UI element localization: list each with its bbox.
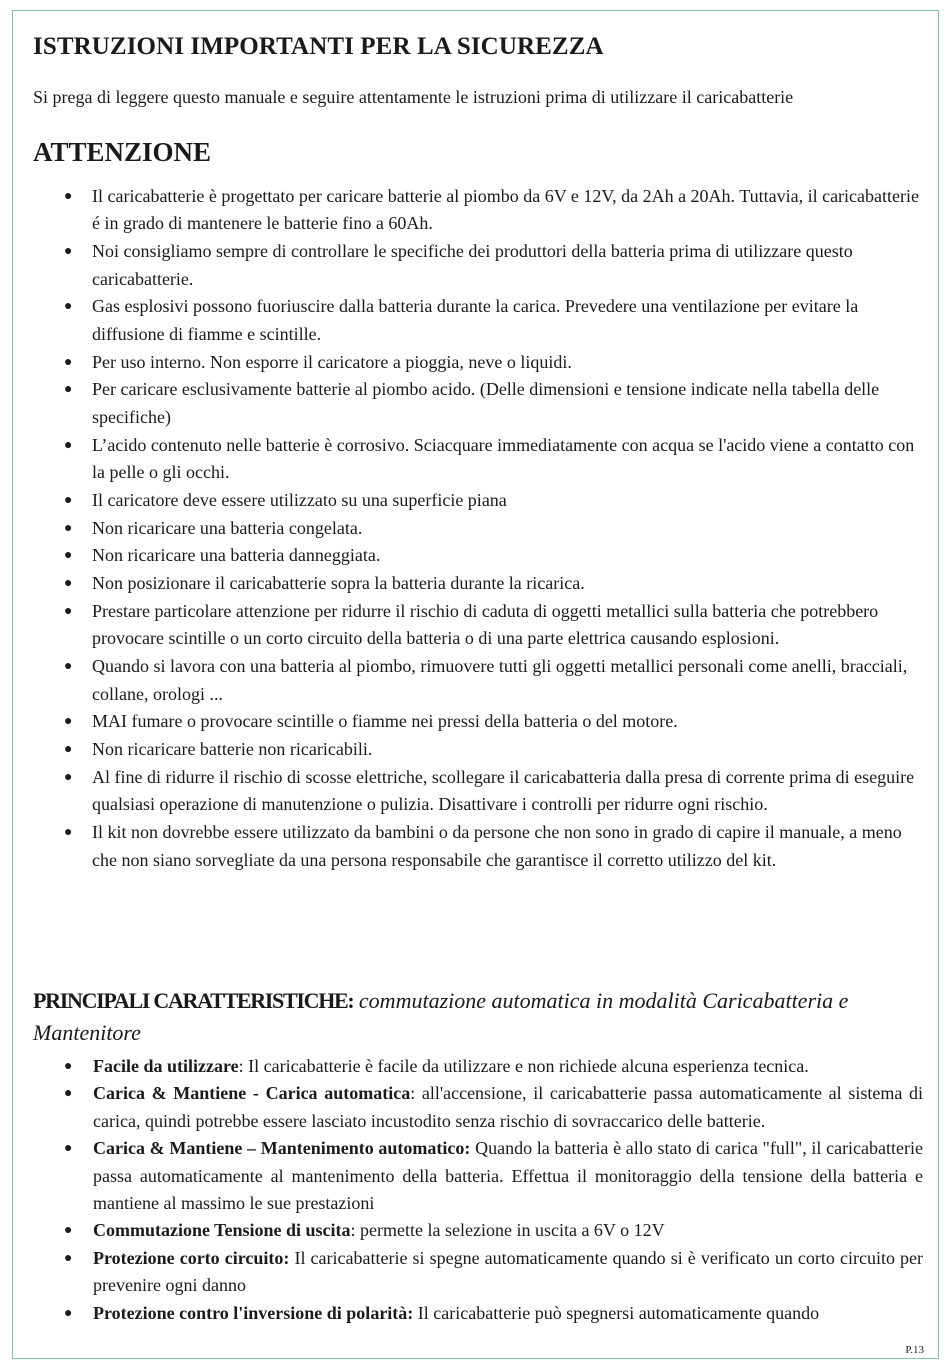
feature-item xyxy=(33,1217,923,1244)
bullet-icon: ● xyxy=(64,492,73,508)
attention-heading: ATTENZIONE xyxy=(33,137,212,167)
list-item: ● Non ricaricare una batteria congelata. xyxy=(33,515,923,542)
bullet-icon: ● xyxy=(64,1223,73,1239)
bullet-icon: ● xyxy=(64,1250,73,1266)
bullet-icon: ● xyxy=(64,354,73,370)
list-item: ● Prestare particolare attenzione per ridurre il rischio di caduta di oggetti metallici sulla batteria che potrebbero provocare scintille o un corto circuito della batteria o di una parte elettrica causando esplosioni. xyxy=(33,598,923,653)
bullet-icon: ● xyxy=(64,548,73,564)
feature-item xyxy=(33,1080,923,1135)
features-heading-label: PRINCIPALI CARATTERISTICHE: xyxy=(33,988,354,1013)
feature-label: Protezione contro l'inversione di polarità: xyxy=(93,1302,414,1323)
bullet-icon: ● xyxy=(64,604,73,619)
bullet-icon: ● xyxy=(64,189,73,204)
features-heading-subtitle: commutazione automatica in modalità Caricabatteria e Mantenitore xyxy=(33,988,849,1045)
feature-text: : permette la selezione in uscita a 6V o 12V xyxy=(350,1220,665,1241)
bullet-icon: ● xyxy=(64,770,73,785)
bullet-icon: ● xyxy=(64,1141,73,1157)
list-item: ● Il kit non dovrebbe essere utilizzato da bambini o da persone che non sono in grado di capire il manuale, a meno che non siano sorvegliate da una persona responsabile che garantisce il corretto utilizzo del kit. xyxy=(33,819,923,874)
bullet-icon: ● xyxy=(64,437,73,453)
bullet-icon: ● xyxy=(64,382,73,398)
list-item: ● Al fine di ridurre il rischio di scosse elettriche, scollegare il caricabatteria dalla presa di corrente prima di eseguire qualsiasi operazione di manutenzione o pulizia. Disattivare i controlli per ridurre ogni rischio. xyxy=(33,764,923,819)
bullet-icon: ● xyxy=(64,576,73,592)
feature-text: : all'accensione, il caricabatterie passa automaticamente al sistema di carica, quindi potrebbe essere lasciato incustodito senza rischio di sovraccarico delle batterie. xyxy=(93,1083,923,1131)
list-item: ● Non ricaricare batterie non ricaricabili. xyxy=(33,736,923,763)
manual-page xyxy=(12,10,939,1359)
feature-item xyxy=(33,1135,923,1217)
feature-text: Il caricabatterie si spegne automaticamente quando si è verificato un corto circuito per prevenire ogni danno xyxy=(93,1247,924,1296)
bullet-icon: ● xyxy=(64,742,73,758)
list-item: ● Gas esplosivi possono fuoriuscire dalla batteria durante la carica. Prevedere una ventilazione per evitare la diffusione di fiamme e scintille. xyxy=(33,293,923,348)
feature-text: Quando la batteria è allo stato di carica "full", il caricabatterie passa automaticamente al mantenimento della batteria. Effettua il monitoraggio della tensione della batteria e mantiene al massimo le sue prestazioni xyxy=(93,1138,924,1214)
bullet-icon: ● xyxy=(64,1059,73,1074)
feature-text: : Il caricabatterie è facile da utilizzare e non richiede alcuna esperienza tecnica. xyxy=(238,1056,809,1076)
feature-text: Il caricabatterie può spegnersi automaticamente quando xyxy=(413,1302,820,1323)
list-item: ● L’acido contenuto nelle batterie è corrosivo. Sciacquare immediatamente con acqua se l'acido viene a contatto con la pelle o gli occhi. xyxy=(33,432,923,487)
list-item: ● Per uso interno. Non esporre il caricatore a pioggia, neve o liquidi. xyxy=(33,349,923,376)
list-item: ● Il caricabatterie è progettato per caricare batterie al piombo da 6V e 12V, da 2Ah a 20Ah. Tuttavia, il caricabatterie é in grado di mantenere le batterie fino a 60Ah. xyxy=(33,183,923,238)
bullet-icon: ● xyxy=(64,1086,73,1102)
list-item: ● Noi consigliamo sempre di controllare le specifiche dei produttori della batteria prima di utilizzare questo caricabatterie. xyxy=(33,238,923,293)
feature-label: Facile da utilizzare xyxy=(93,1056,239,1076)
feature-label: Carica & Mantiene – Mantenimento automatico: xyxy=(93,1138,471,1159)
features-heading xyxy=(33,985,928,1049)
list-item: ● Il caricatore deve essere utilizzato su una superficie piana xyxy=(33,487,923,514)
bullet-icon: ● xyxy=(64,244,73,260)
page-number: P.13 xyxy=(905,1344,924,1356)
list-item: ● Non posizionare il caricabatterie sopra la batteria durante la ricarica. xyxy=(33,570,923,597)
feature-item xyxy=(33,1245,923,1300)
bullet-icon: ● xyxy=(64,1305,73,1321)
features-list xyxy=(33,1053,923,1327)
feature-item xyxy=(33,1300,923,1327)
intro-text: Si prega di leggere questo manuale e seguire attentamente le istruzioni prima di utilizzare il caricabatterie xyxy=(33,87,794,107)
feature-label: Commutazione Tensione di uscita xyxy=(93,1220,351,1241)
feature-label: Protezione corto circuito: xyxy=(93,1247,290,1268)
list-item: ● Non ricaricare una batteria danneggiata. xyxy=(33,542,923,569)
list-item: ● MAI fumare o provocare scintille o fiamme nei pressi della batteria o del motore. xyxy=(33,708,923,735)
bullet-icon: ● xyxy=(64,659,73,675)
page-title: ISTRUZIONI IMPORTANTI PER LA SICUREZZA xyxy=(33,33,604,60)
bullet-icon: ● xyxy=(64,299,73,315)
feature-label: Carica & Mantiene - Carica automatica xyxy=(93,1083,411,1104)
list-item: ● Quando si lavora con una batteria al piombo, rimuovere tutti gli oggetti metallici personali come anelli, bracciali, collane, orologi ... xyxy=(33,653,923,708)
list-item: ● Per caricare esclusivamente batterie al piombo acido. (Delle dimensioni e tensione indicate nella tabella delle specifiche) xyxy=(33,376,923,431)
bullet-icon: ● xyxy=(64,714,73,730)
feature-item xyxy=(33,1053,923,1080)
attention-list xyxy=(33,183,923,874)
bullet-icon: ● xyxy=(64,825,73,841)
bullet-icon: ● xyxy=(64,520,73,536)
